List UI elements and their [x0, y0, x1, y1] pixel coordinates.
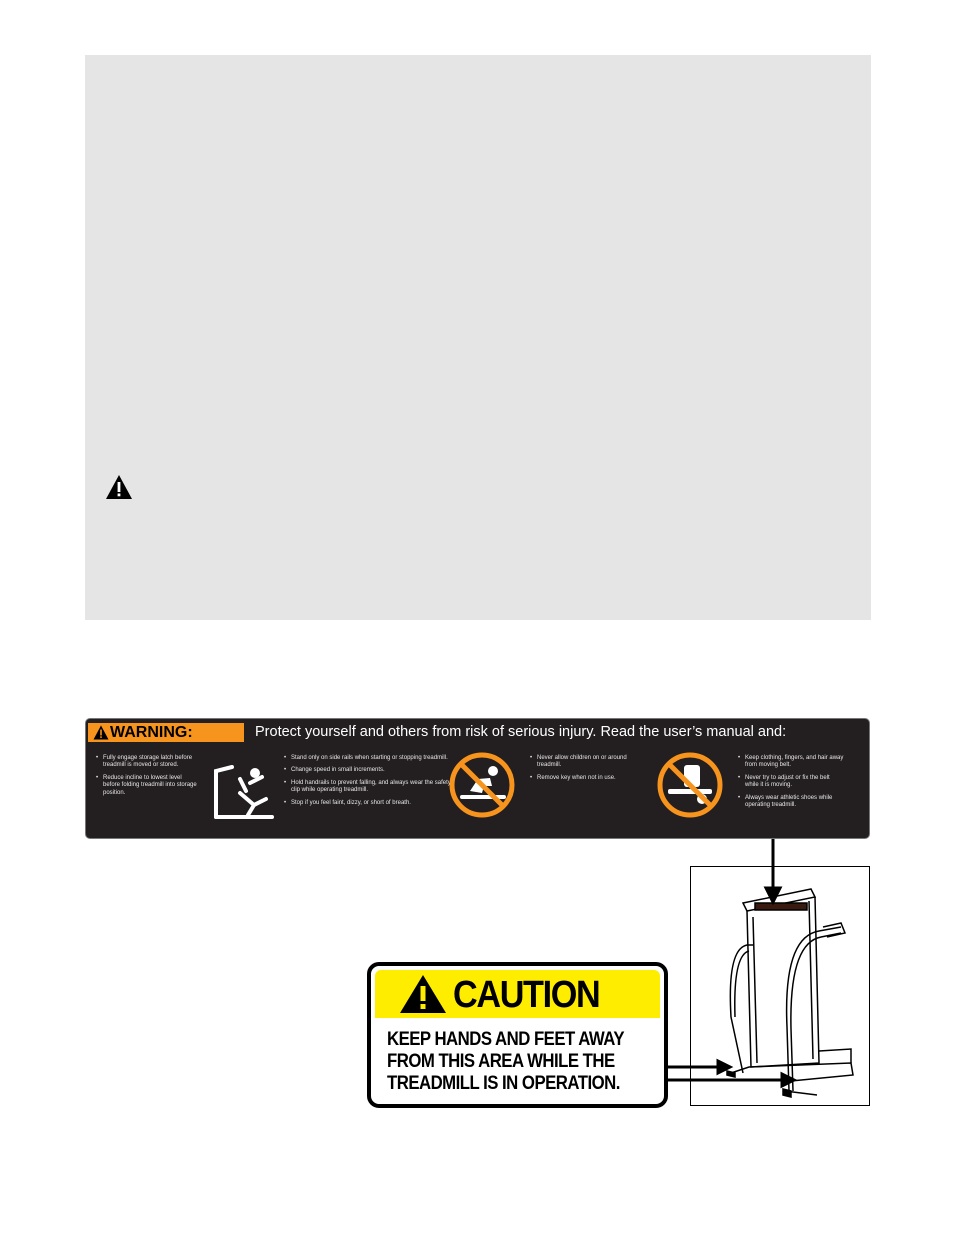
warning-column-3: [530, 755, 634, 787]
caution-line: FROM THIS AREA WHILE THE: [387, 1050, 615, 1072]
warning-item: • Keep clothing, fingers, and hair away from moving belt.: [738, 755, 844, 770]
warning-tag-text: WARNING:: [110, 724, 193, 741]
warning-item: • Never allow children on or around treadmill.: [530, 755, 634, 770]
warning-triangle-icon: [399, 974, 447, 1014]
warning-item: • Stand only on side rails when starting or stopping treadmill.: [284, 755, 454, 762]
warning-triangle-icon: [93, 725, 109, 740]
warning-item: • Fully engage storage latch before treadmill is moved or stored.: [96, 755, 200, 770]
warning-item: • Always wear athletic shoes while operating treadmill.: [738, 795, 844, 810]
gray-content-panel: [85, 55, 871, 620]
warning-tag: [88, 723, 244, 742]
warning-column-4: [738, 755, 844, 814]
warning-item: • Change speed in small increments.: [284, 767, 454, 774]
treadmill-illustration: [690, 866, 870, 1106]
warning-column-2: [284, 755, 454, 812]
caution-line: KEEP HANDS AND FEET AWAY: [387, 1028, 625, 1050]
warning-item: • Stop if you feel faint, dizzy, or short of breath.: [284, 800, 454, 807]
caution-title: CAUTION: [453, 974, 600, 1016]
warning-item: • Hold handrails to prevent falling, and always wear the safety clip while operating treadmill.: [284, 780, 454, 795]
warning-item: • Never try to adjust or fix the belt while it is moving.: [738, 775, 844, 790]
treadmill-drawing: [691, 867, 869, 1105]
caution-label: [367, 962, 668, 1108]
caution-message: [387, 1028, 625, 1094]
no-children-icon: [448, 751, 516, 819]
caution-header: [375, 970, 660, 1018]
no-hands-icon: [656, 751, 724, 819]
caution-line: TREADMILL IS IN OPERATION.: [387, 1072, 620, 1094]
warning-item: • Remove key when not in use.: [530, 775, 634, 782]
warning-headline: Protect yourself and others from risk of serious injury. Read the user’s manual and:: [255, 724, 787, 740]
warning-triangle-icon: [105, 474, 133, 500]
warning-decal: [85, 718, 870, 839]
warning-item: • Reduce incline to lowest level before folding treadmill into storage position.: [96, 775, 200, 797]
warning-column-1: [96, 755, 200, 802]
falling-person-icon: [210, 763, 278, 821]
